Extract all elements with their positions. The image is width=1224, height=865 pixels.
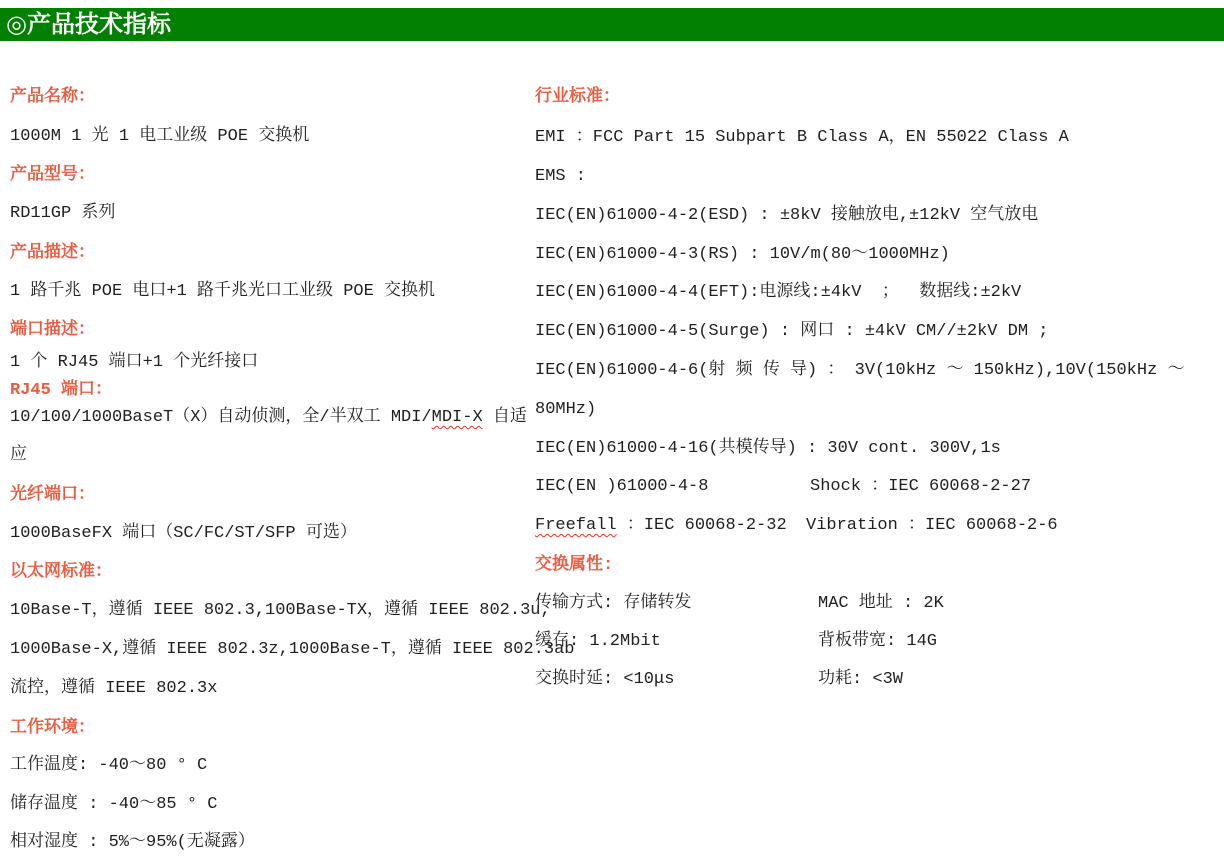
heading-product-name: 产品名称： bbox=[10, 88, 95, 107]
shock-line: Shock ：IEC 60068-2-27 bbox=[810, 477, 1032, 496]
ethernet-standard-line-3: 流控，遵循 IEEE 802.3x bbox=[10, 679, 218, 698]
forwarding-mode: 传输方式: 存储转发 bbox=[535, 594, 692, 613]
buffer-size: 缓存: 1.2Mbit bbox=[535, 632, 661, 651]
rf-conducted-line-1: IEC(EN)61000-4-6(射 频 传 导) ： 3V(10kHz ～ 150kHz),10V(150kHz ～ bbox=[535, 361, 1185, 380]
work-env-storage-temp: 储存温度 : -40～85 ° C bbox=[10, 795, 218, 814]
common-mode-line: IEC(EN)61000-4-16(共模传导) : 30V cont. 300V,1s bbox=[535, 439, 1001, 458]
rf-conducted-line-2: 80MHz) bbox=[535, 400, 597, 419]
eft-line: IEC(EN)61000-4-4(EFT):电源线:±4kV ； 数据线:±2kV bbox=[535, 283, 1022, 302]
vibration-line: Vibration ：IEC 60068-2-6 bbox=[806, 516, 1058, 535]
fiber-port-value: 1000BaseFX 端口（SC/FC/ST/SFP 可选） bbox=[10, 524, 357, 543]
heading-rj45-port: RJ45 端口： bbox=[10, 381, 113, 400]
page-title: ◎产品技术指标 bbox=[6, 11, 171, 38]
emi-line: EMI ：FCC Part 15 Subpart B Class A，EN 55022 Class A bbox=[535, 128, 1069, 147]
switch-latency: 交换时延: <10μs bbox=[535, 670, 675, 689]
product-model-value: RD11GP 系列 bbox=[10, 204, 116, 223]
title-bar bbox=[0, 8, 1224, 41]
heading-port-desc: 端口描述： bbox=[10, 321, 95, 340]
misspelled-word-mdi-x: MDI-X bbox=[431, 408, 483, 427]
work-env-humidity: 相对湿度 : 5%～95%(无凝露） bbox=[10, 833, 255, 852]
rj45-desc-line1-post: 自适 bbox=[482, 408, 527, 427]
heading-product-model: 产品型号： bbox=[10, 166, 95, 185]
rj45-desc-line2: 应 bbox=[10, 446, 27, 465]
iec-61000-4-8-line: IEC(EN )61000-4-8 bbox=[535, 477, 709, 496]
product-desc-value: 1 路千兆 POE 电口+1 路千兆光口工业级 POE 交换机 bbox=[10, 282, 436, 301]
freefall-line-rest: ：IEC 60068-2-32 bbox=[616, 516, 787, 535]
heading-ethernet-standard: 以太网标准： bbox=[10, 563, 112, 582]
ethernet-standard-line-1: 10Base-T，遵循 IEEE 802.3,100Base-TX，遵循 IEEE 802.3u, bbox=[10, 601, 551, 620]
rj45-desc-line1 bbox=[10, 408, 527, 428]
rs-line: IEC(EN)61000-4-3(RS) : 10V/m(80～1000MHz) bbox=[535, 245, 950, 264]
power-consumption: 功耗: <3W bbox=[818, 670, 904, 689]
backplane-bandwidth: 背板带宽: 14G bbox=[818, 632, 938, 651]
ethernet-standard-line-2: 1000Base-X,遵循 IEEE 802.3z,1000Base-T，遵循 IEEE 802.3ab bbox=[10, 640, 575, 659]
heading-work-environment: 工作环境： bbox=[10, 719, 95, 738]
heading-industry-standard: 行业标准： bbox=[535, 88, 620, 107]
heading-product-desc: 产品描述： bbox=[10, 244, 95, 263]
product-name-value: 1000M 1 光 1 电工业级 POE 交换机 bbox=[10, 127, 310, 146]
heading-switch-attributes: 交换属性: bbox=[535, 556, 614, 575]
heading-fiber-port: 光纤端口： bbox=[10, 486, 95, 505]
esd-line: IEC(EN)61000-4-2(ESD) : ±8kV 接触放电,±12kV 空气放电 bbox=[535, 206, 1039, 225]
work-env-operating-temp: 工作温度: -40～80 ° C bbox=[10, 756, 208, 775]
misspelled-word-freefall: Freefall bbox=[535, 516, 617, 535]
freefall-line bbox=[535, 516, 787, 536]
mac-address: MAC 地址 : 2K bbox=[818, 594, 944, 613]
port-desc-value: 1 个 RJ45 端口+1 个光纤接口 bbox=[10, 353, 259, 372]
ems-line: EMS : bbox=[535, 167, 587, 186]
rj45-desc-line1-pre: 10/100/1000BaseT（X）自动侦测，全/半双工 MDI/ bbox=[10, 408, 432, 427]
surge-line: IEC(EN)61000-4-5(Surge) : 网口 : ±4kV CM//±2kV DM ; bbox=[535, 322, 1049, 341]
